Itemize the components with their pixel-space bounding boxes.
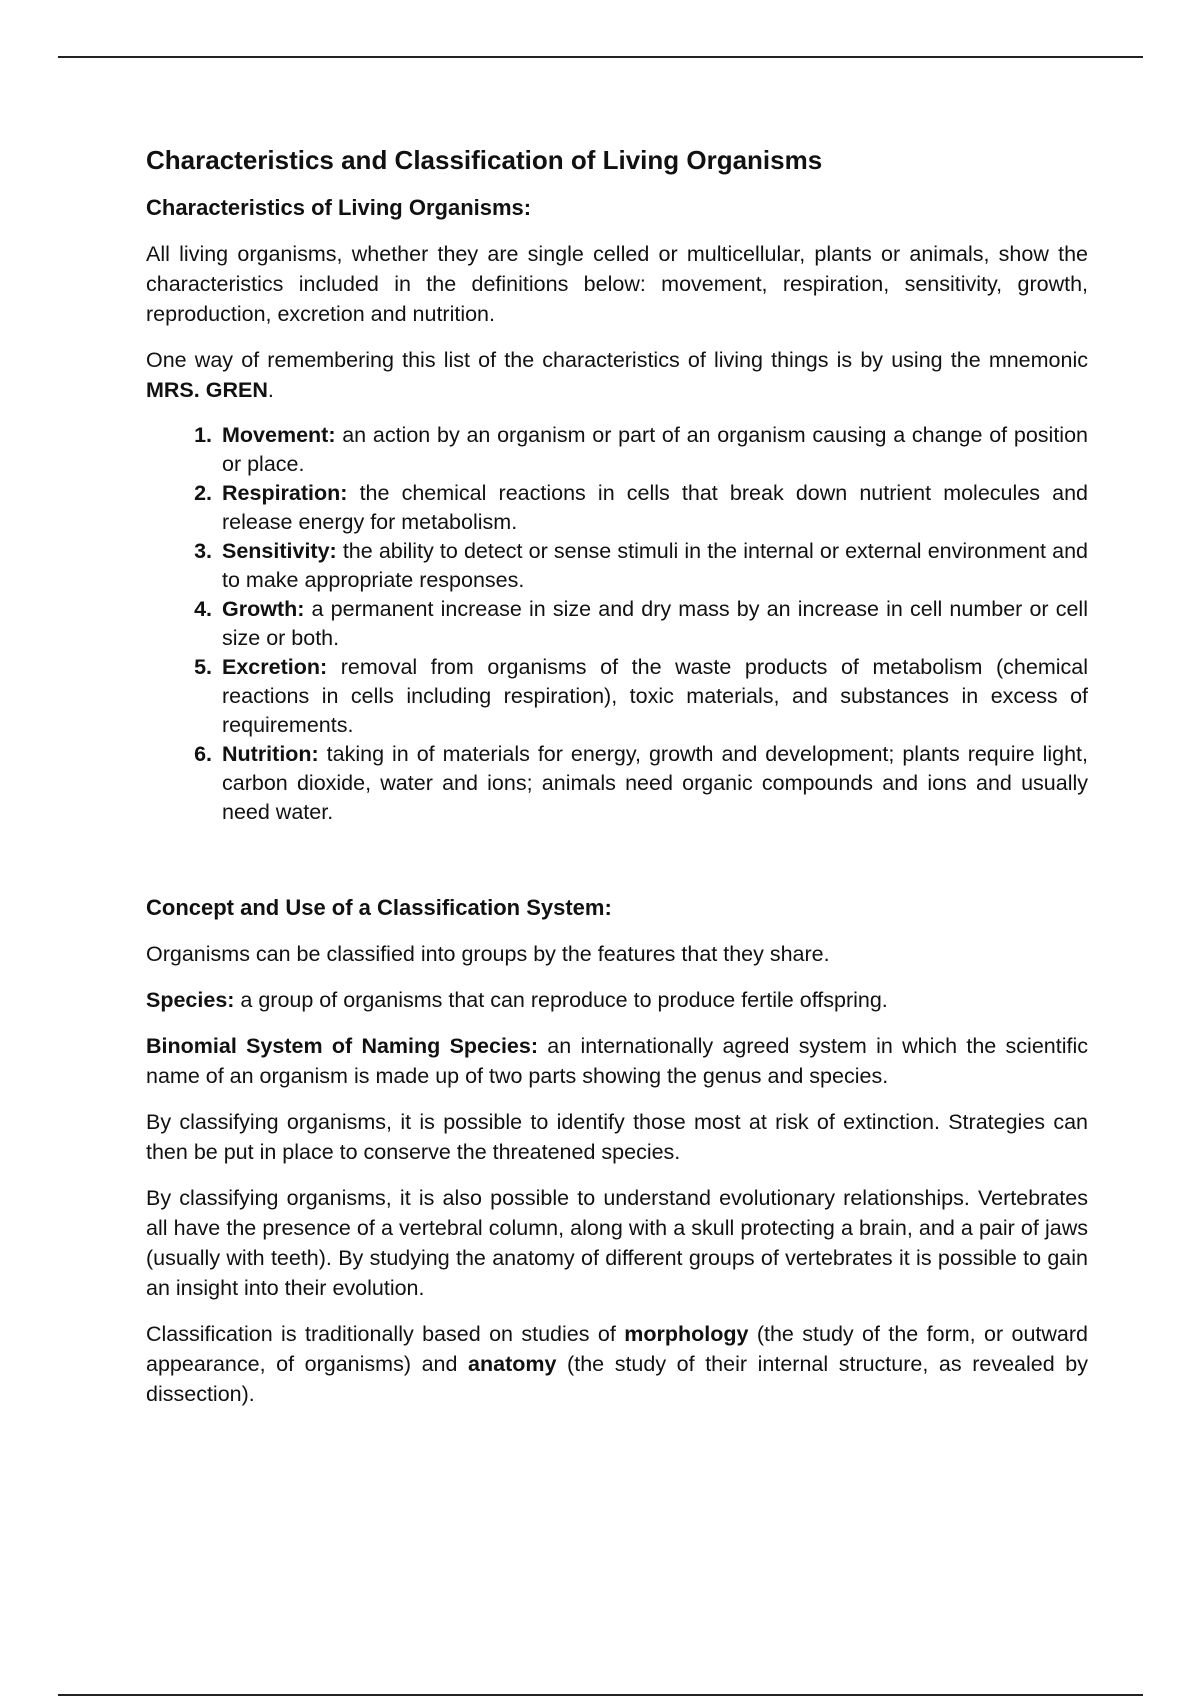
- species-term: Species:: [146, 988, 235, 1012]
- section-heading-characteristics: Characteristics of Living Organisms:: [146, 195, 532, 220]
- page-title: Characteristics and Classification of Living Organisms: [146, 145, 823, 175]
- list-item-term: Nutrition:: [222, 742, 319, 766]
- list-item-text: a permanent increase in size and dry mass by an increase in cell number or cell size or both.: [222, 597, 1088, 650]
- paragraph-morphology-anatomy: [146, 1319, 1088, 1409]
- section-spacer: [146, 827, 1088, 893]
- list-item-text: removal from organisms of the waste products of metabolism (chemical reactions in cells including respiration), toxic materials, and substances in excess of requirements.: [222, 655, 1088, 737]
- paragraph-intro: All living organisms, whether they are single celled or multicellular, plants or animals, show the characteristics included in the definitions below: movement, respiration, sensitivity, growth, reproduction, excretion and nutrition.: [146, 242, 1088, 326]
- paragraph-species-definition: [146, 985, 1088, 1015]
- mnemonic-tail: .: [267, 378, 274, 402]
- list-item-text: taking in of materials for energy, growth and development; plants require light, carbon dioxide, water and ions; animals need organic compounds and ions and usually need water.: [222, 742, 1088, 824]
- morphology-term: morphology: [624, 1322, 749, 1346]
- document-body: [146, 143, 1088, 1425]
- footer-rule: [58, 1694, 1143, 1696]
- binomial-text: an internationally agreed system in which the scientific name of an organism is made up of two parts showing the genus and species.: [146, 1034, 1088, 1088]
- mnemonic-term: MRS. GREN: [146, 378, 268, 402]
- anatomy-text: (the study of their internal structure, as revealed by dissection).: [146, 1352, 1088, 1406]
- list-item-term: Sensitivity:: [222, 539, 337, 563]
- paragraph-evolution: By classifying organisms, it is also possible to understand evolutionary relationships. Vertebrates all have the presence of a vertebral column, along with a skull protecting a brain, and a pair of jaws (usually with teeth). By studying the anatomy of different groups of vertebrates it is possible to gain an insight into their evolution.: [146, 1186, 1088, 1300]
- list-item-movement: [218, 421, 1088, 479]
- morphology-text: (the study of the form, or outward appearance, of organisms) and: [146, 1322, 1088, 1376]
- list-item-term: Excretion:: [222, 655, 328, 679]
- list-item-text: an action by an organism or part of an organism causing a change of position or place.: [222, 423, 1088, 476]
- paragraph-classified-groups: Organisms can be classified into groups by the features that they share.: [146, 942, 830, 966]
- binomial-term: Binomial System of Naming Species:: [146, 1034, 539, 1058]
- mnemonic-lead: One way of remembering this list of the characteristics of living things is by using the mnemonic: [146, 348, 1088, 372]
- list-item-term: Growth:: [222, 597, 305, 621]
- paragraph-extinction: By classifying organisms, it is possible to identify those most at risk of extinction. Strategies can then be put in place to conserve the threatened species.: [146, 1110, 1088, 1164]
- list-item-text: the ability to detect or sense stimuli in the internal or external environment and to make appropriate responses.: [222, 539, 1088, 592]
- header-rule: [58, 56, 1143, 58]
- list-item-text: the chemical reactions in cells that break down nutrient molecules and release energy for metabolism.: [222, 481, 1088, 534]
- section-heading-classification: Concept and Use of a Classification System:: [146, 895, 612, 920]
- list-item-sensitivity: [218, 537, 1088, 595]
- characteristics-list: [146, 421, 1088, 827]
- list-item-term: Movement:: [222, 423, 336, 447]
- paragraph-binomial-definition: [146, 1031, 1088, 1091]
- anatomy-term: anatomy: [468, 1352, 557, 1376]
- list-item-excretion: [218, 653, 1088, 740]
- species-text: a group of organisms that can reproduce to produce fertile offspring.: [234, 988, 888, 1012]
- list-item-term: Respiration:: [222, 481, 348, 505]
- paragraph-mnemonic: [146, 345, 1088, 405]
- list-item-nutrition: [218, 740, 1088, 827]
- list-item-growth: [218, 595, 1088, 653]
- morphology-lead: Classification is traditionally based on studies of: [146, 1322, 625, 1346]
- list-item-respiration: [218, 479, 1088, 537]
